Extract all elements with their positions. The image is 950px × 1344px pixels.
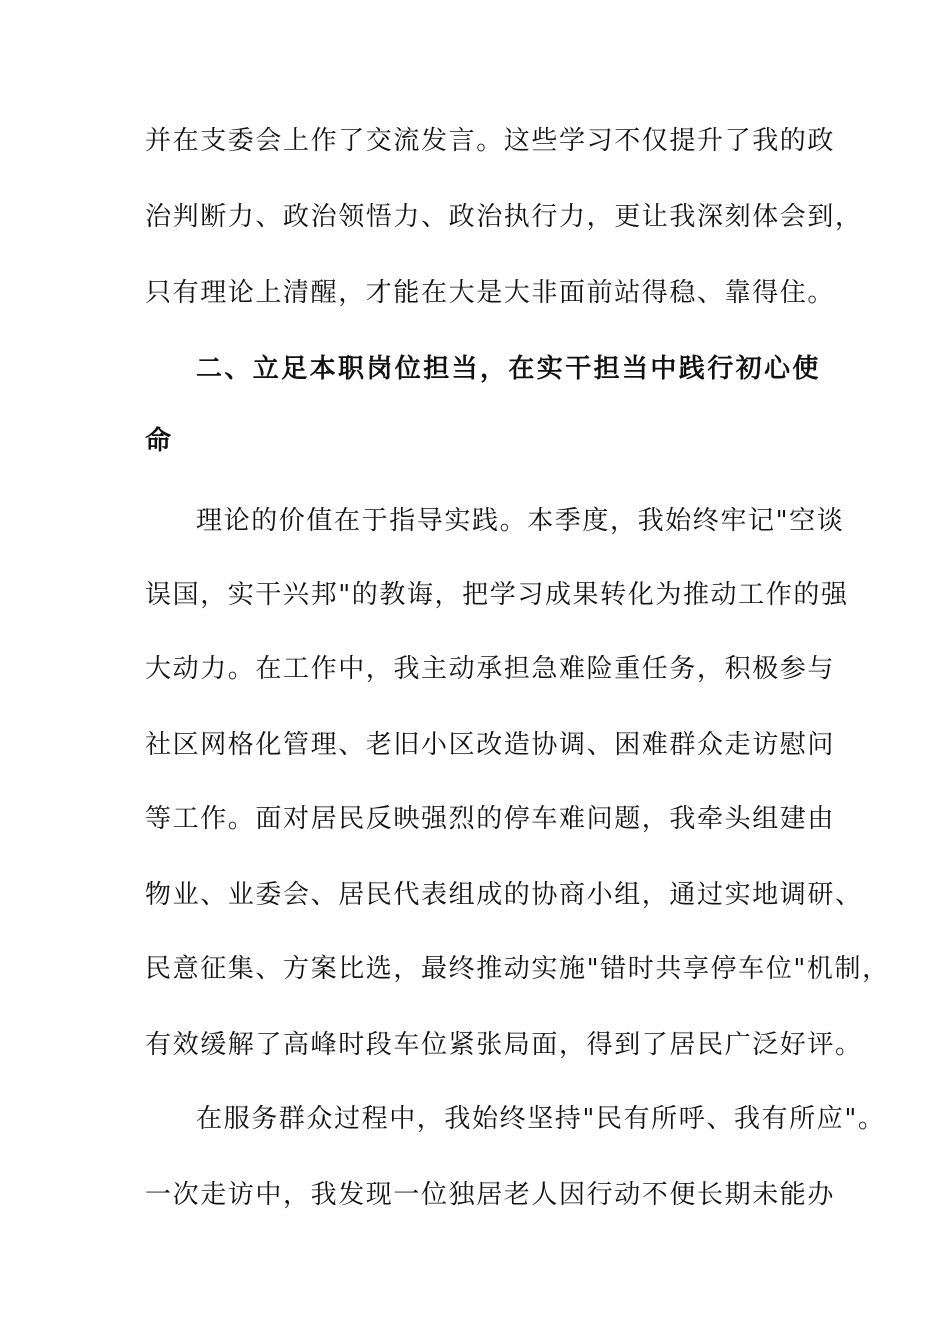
paragraph-2-line-8: 有效缓解了高峰时段车位紧张局面，得到了居民广泛好评。	[145, 1030, 863, 1060]
paragraph-2-line-6: 物业、业委会、居民代表组成的协商小组，通过实地调研、	[145, 880, 863, 910]
section-heading-line-1: 二、立足本职岗位担当，在实干担当中践行初心使	[196, 354, 821, 384]
paragraph-2-line-4: 社区网格化管理、老旧小区改造协调、困难群众走访慰问	[145, 730, 836, 760]
paragraph-2-line-5: 等工作。面对居民反映强烈的停车难问题，我牵头组建由	[145, 804, 836, 834]
paragraph-2-line-2: 误国，实干兴邦"的教诲，把学习成果转化为推动工作的强	[145, 580, 849, 610]
paragraph-2-line-1: 理论的价值在于指导实践。本季度，我始终牢记"空谈	[196, 506, 845, 536]
paragraph-1-line-2: 治判断力、政治领悟力、政治执行力，更让我深刻体会到，	[145, 202, 863, 232]
paragraph-3-line-2: 一次走访中，我发现一位独居老人因行动不便长期未能办	[145, 1180, 836, 1210]
paragraph-2-line-7: 民意征集、方案比选，最终推动实施"错时共享停车位"机制，	[145, 954, 890, 984]
paragraph-2-line-3: 大动力。在工作中，我主动承担急难险重任务，积极参与	[145, 654, 836, 684]
paragraph-1-line-3: 只有理论上清醒，才能在大是大非面前站得稳、靠得住。	[145, 278, 836, 308]
paragraph-3-line-1: 在服务群众过程中，我始终坚持"民有所呼、我有所应"。	[196, 1104, 886, 1134]
paragraph-1-line-1: 并在支委会上作了交流发言。这些学习不仅提升了我的政	[145, 126, 836, 156]
section-heading-line-2: 命	[145, 426, 174, 456]
